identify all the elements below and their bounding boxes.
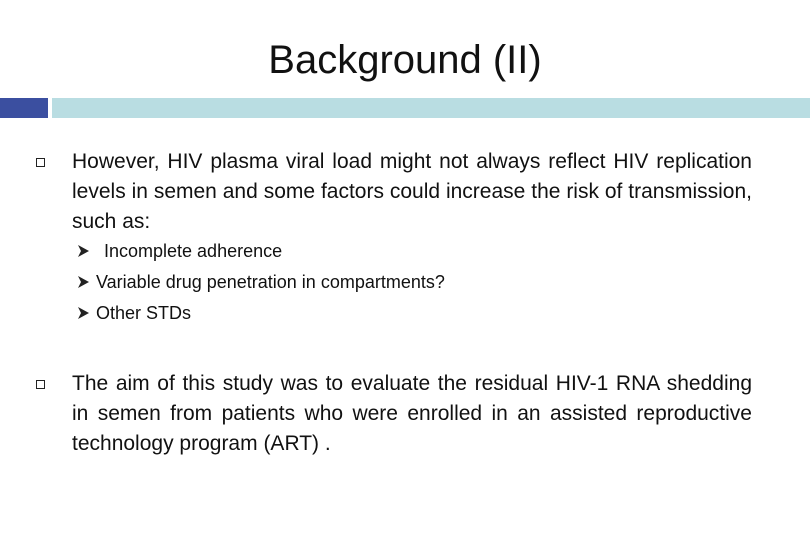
arrow-bullet-icon [76, 306, 90, 320]
sub-item-variable-drug-penetration: Variable drug penetration in compartments? [96, 272, 445, 292]
square-bullet-icon [36, 158, 45, 167]
square-bullet-icon [36, 380, 45, 389]
bullet-text-2: The aim of this study was to evaluate the residual HIV-1 RNA shedding in semen from patients who were enrolled in an assisted reproductive technology program (ART) . [72, 372, 752, 455]
title-accent-bar-left [0, 98, 48, 118]
title-accent-bar-right [52, 98, 810, 118]
bullet-text-1: However, HIV plasma viral load might not always reflect HIV replication levels in semen and some factors could increase the risk of transmission, such as: [72, 150, 752, 233]
sub-item-incomplete-adherence: Incomplete adherence [104, 241, 283, 261]
slide-title: Background (II) [268, 38, 542, 82]
arrow-bullet-icon [76, 275, 90, 289]
sub-item-other-stds: Other STDs [96, 303, 192, 323]
arrow-bullet-icon [76, 244, 90, 258]
